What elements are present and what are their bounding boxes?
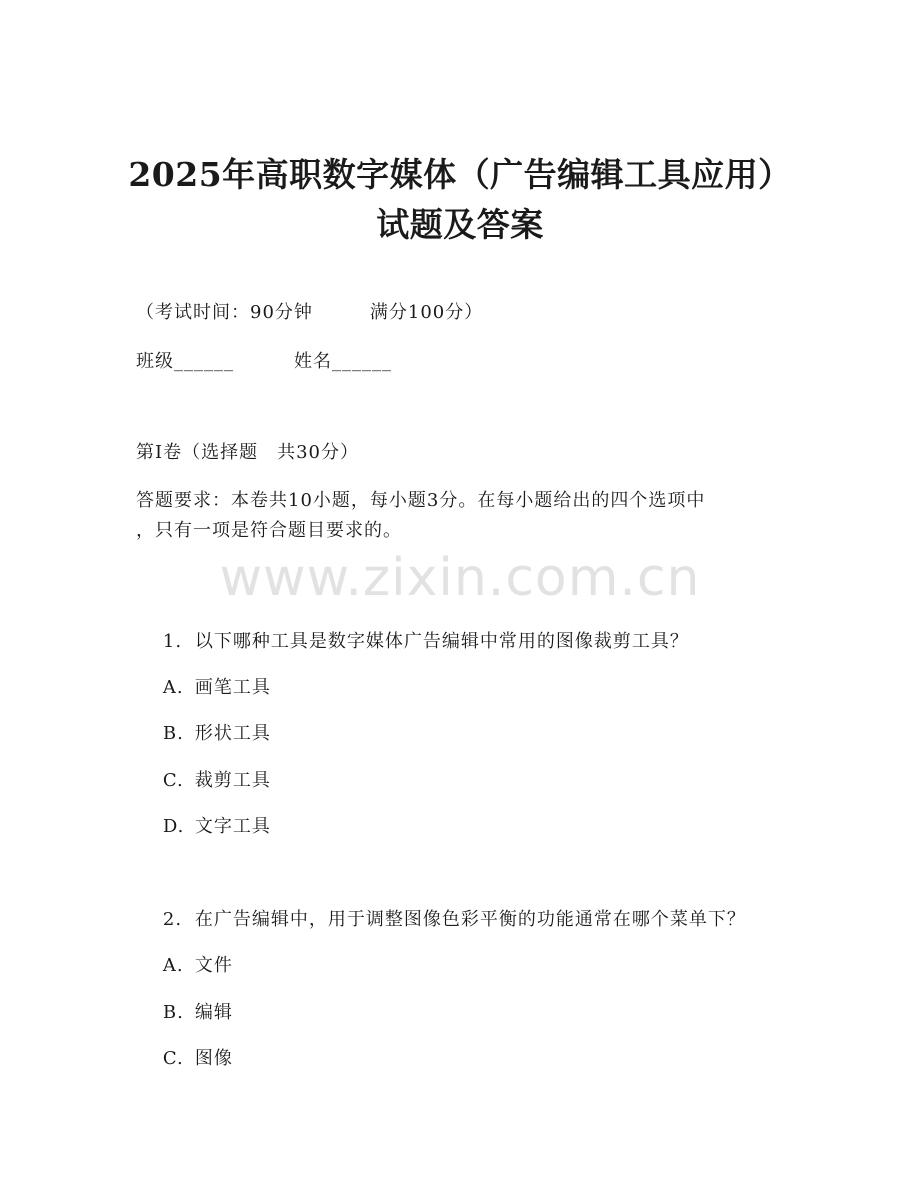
class-field: 班级______ bbox=[136, 351, 234, 372]
option-letter: A. bbox=[162, 677, 184, 698]
exam-info: （考试时间：90分钟 满分100分） bbox=[136, 302, 484, 323]
option-letter: D. bbox=[162, 816, 185, 837]
option-text: 画笔工具 bbox=[194, 677, 271, 698]
question-2-option-a bbox=[136, 939, 233, 993]
document-title-line-2: 试题及答案 bbox=[376, 205, 544, 244]
document-title-line-1: 2025年高职数字媒体（广告编辑工具应用） bbox=[128, 155, 792, 194]
instructions-line-1: 答题要求：本卷共10小题，每小题3分。在每小题给出的四个选项中 bbox=[136, 490, 706, 511]
name-field: 姓名______ bbox=[294, 351, 392, 372]
question-2-option-c bbox=[136, 1032, 233, 1086]
option-letter: C. bbox=[162, 1048, 184, 1069]
question-1-option-b bbox=[136, 707, 271, 761]
option-text: 形状工具 bbox=[194, 723, 271, 744]
option-letter: B. bbox=[162, 723, 184, 744]
question-1-option-d bbox=[136, 800, 271, 854]
option-letter: C. bbox=[162, 770, 184, 791]
question-number: 1. bbox=[162, 631, 183, 652]
option-text: 文件 bbox=[194, 955, 233, 976]
question-text: 以下哪种工具是数字媒体广告编辑中常用的图像裁剪工具？ bbox=[194, 631, 689, 652]
option-text: 编辑 bbox=[194, 1002, 233, 1023]
watermark: www.zixin.com.cn bbox=[219, 548, 701, 608]
option-letter: B. bbox=[162, 1002, 184, 1023]
section-heading: 第Ⅰ卷（选择题 共30分） bbox=[136, 442, 360, 463]
option-letter: A. bbox=[162, 955, 184, 976]
instructions-line-2: ，只有一项是符合题目要求的。 bbox=[136, 520, 402, 541]
question-text: 在广告编辑中，用于调整图像色彩平衡的功能通常在哪个菜单下？ bbox=[194, 909, 746, 930]
option-text: 文字工具 bbox=[194, 816, 271, 837]
question-number: 2. bbox=[162, 909, 183, 930]
option-text: 图像 bbox=[194, 1048, 233, 1069]
option-text: 裁剪工具 bbox=[194, 770, 271, 791]
